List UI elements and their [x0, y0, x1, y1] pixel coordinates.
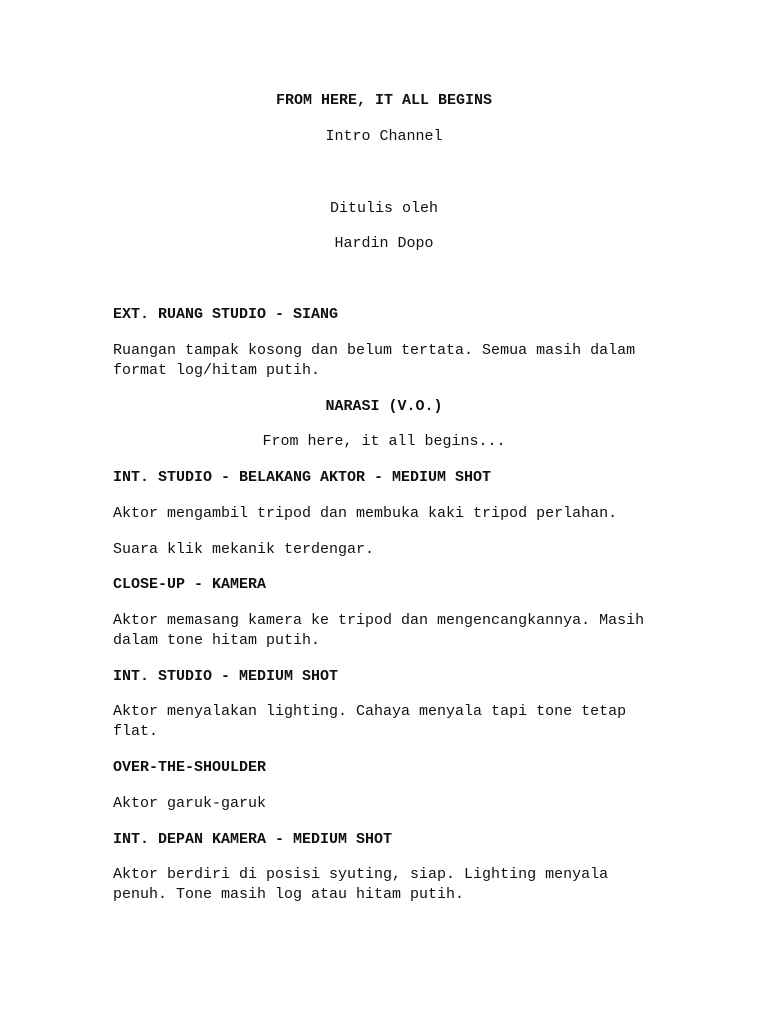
action-line: dalam tone hitam putih.	[113, 632, 321, 649]
scene-heading-3: CLOSE-UP - KAMERA	[113, 576, 267, 593]
action-scene-4	[113, 702, 658, 742]
character-name: NARASI (V.O.)	[325, 398, 443, 415]
action-line: flat.	[113, 723, 159, 740]
scene-heading-4: INT. STUDIO - MEDIUM SHOT	[113, 668, 339, 685]
scene-heading-6: INT. DEPAN KAMERA - MEDIUM SHOT	[113, 831, 393, 848]
written-by-label: Ditulis oleh	[329, 200, 439, 217]
screenplay-subtitle: Intro Channel	[325, 128, 443, 145]
screenplay-title: FROM HERE, IT ALL BEGINS	[275, 92, 493, 109]
author-name: Hardin Dopo	[334, 235, 434, 252]
scene-heading-5: OVER-THE-SHOULDER	[113, 759, 267, 776]
action-scene-6	[113, 865, 658, 905]
action-scene-2-a: Aktor mengambil tripod dan membuka kaki tripod perlahan.	[113, 505, 618, 522]
scene-heading-1: EXT. RUANG STUDIO - SIANG	[113, 306, 339, 323]
dialogue-line: From here, it all begins...	[262, 433, 506, 450]
action-line: Ruangan tampak kosong dan belum tertata. Semua masih dalam	[113, 342, 636, 359]
action-line: format log/hitam putih.	[113, 362, 321, 379]
action-line: Aktor menyalakan lighting. Cahaya menyala tapi tone tetap	[113, 703, 627, 720]
action-line: Aktor berdiri di posisi syuting, siap. Lighting menyala	[113, 866, 609, 883]
scene-heading-2: INT. STUDIO - BELAKANG AKTOR - MEDIUM SHOT	[113, 469, 492, 486]
action-scene-2-b: Suara klik mekanik terdengar.	[113, 541, 375, 558]
action-line: penuh. Tone masih log atau hitam putih.	[113, 886, 465, 903]
action-scene-5: Aktor garuk-garuk	[113, 795, 267, 812]
action-scene-1	[113, 341, 658, 381]
action-scene-3	[113, 611, 658, 651]
action-line: Aktor memasang kamera ke tripod dan mengencangkannya. Masih	[113, 612, 645, 629]
